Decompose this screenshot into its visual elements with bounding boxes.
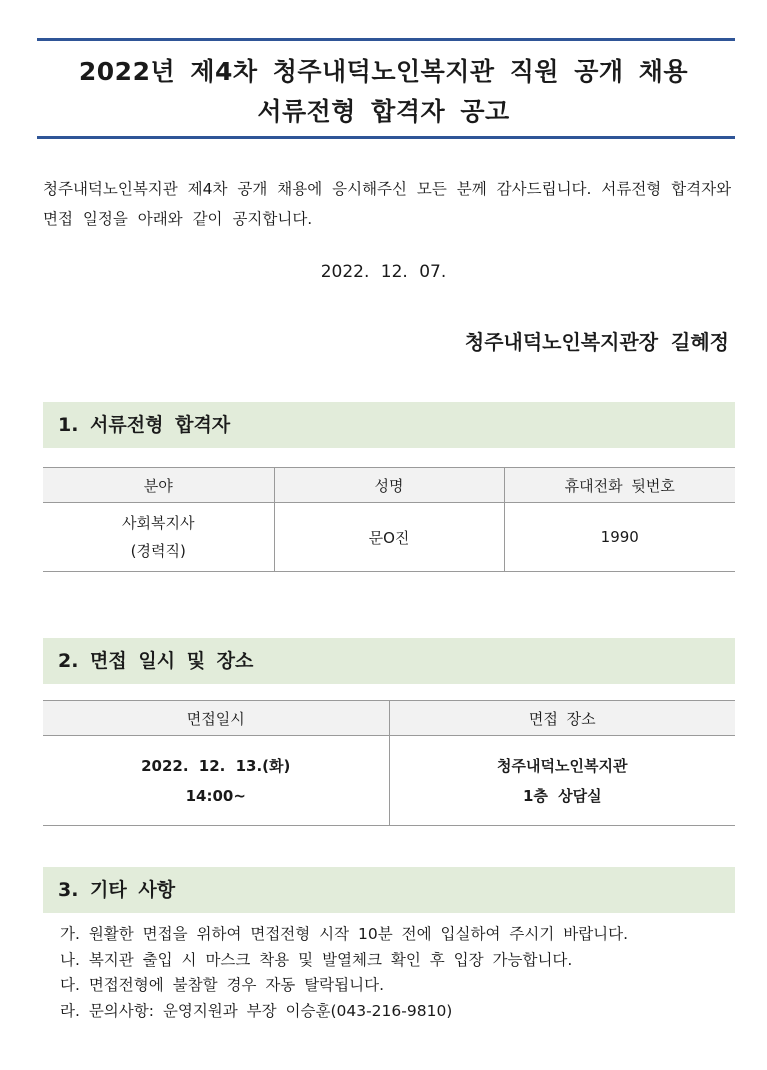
- field-line-1: 사회복지사: [122, 514, 195, 532]
- title-top-rule: [37, 38, 735, 41]
- col-header-name: 성명: [274, 468, 504, 503]
- datetime-line-2: 14:00~: [185, 786, 246, 805]
- interview-table-header: [43, 701, 735, 736]
- table-row: [43, 503, 735, 572]
- col-header-place: 면접 장소: [389, 701, 735, 736]
- page-title-line-2: 서류전형 합격자 공고: [257, 97, 510, 126]
- field-line-2: (경력직): [130, 542, 186, 560]
- section-2-heading: 2. 면접 일시 및 장소: [43, 638, 735, 684]
- name-cell: 문O진: [274, 503, 504, 572]
- col-header-datetime: 면접일시: [43, 701, 389, 736]
- list-item: 라. 문의사항: 운영지원과 부장 이승훈(043-216-9810): [60, 1001, 453, 1020]
- page-title-line-1: 2022년 제4차 청주내덕노인복지관 직원 공개 채용: [78, 57, 689, 86]
- place-cell: [389, 736, 735, 826]
- datetime-cell: [43, 736, 389, 826]
- section-1-heading: 1. 서류전형 합격자: [43, 402, 735, 448]
- passer-table-header: [43, 468, 735, 503]
- col-header-phone: 휴대전화 뒷번호: [504, 468, 735, 503]
- notes-list: [60, 922, 628, 1024]
- passer-table: [43, 467, 735, 572]
- interview-table: [43, 700, 735, 826]
- intro-paragraph: 청주내덕노인복지관 제4차 공개 채용에 응시해주신 모든 분께 감사드립니다. 서류전형 합격자와 면접 일정을 아래와 같이 공지합니다.: [43, 180, 732, 228]
- place-line-2: 1층 상담실: [522, 786, 602, 805]
- section-3-heading: 3. 기타 사항: [43, 867, 735, 913]
- field-cell: [43, 503, 274, 572]
- datetime-line-1: 2022. 12. 13.(화): [141, 756, 291, 775]
- signer-name: 청주내덕노인복지관장 길혜정: [464, 330, 729, 354]
- list-item: 다. 면접전형에 불참할 경우 자동 탈락됩니다.: [60, 976, 385, 994]
- list-item: 나. 복지관 출입 시 마스크 착용 및 발열체크 확인 후 입장 가능합니다.: [60, 950, 573, 969]
- list-item: 가. 원활한 면접을 위하여 면접전형 시작 10분 전에 입실하여 주시기 바랍니다.: [60, 925, 629, 943]
- place-line-1: 청주내덕노인복지관: [497, 756, 628, 775]
- phone-cell: 1990: [504, 503, 735, 572]
- table-row: [43, 736, 735, 826]
- announcement-date: 2022. 12. 07.: [320, 262, 447, 282]
- col-header-field: 분야: [43, 468, 274, 503]
- title-bottom-rule: [37, 136, 735, 139]
